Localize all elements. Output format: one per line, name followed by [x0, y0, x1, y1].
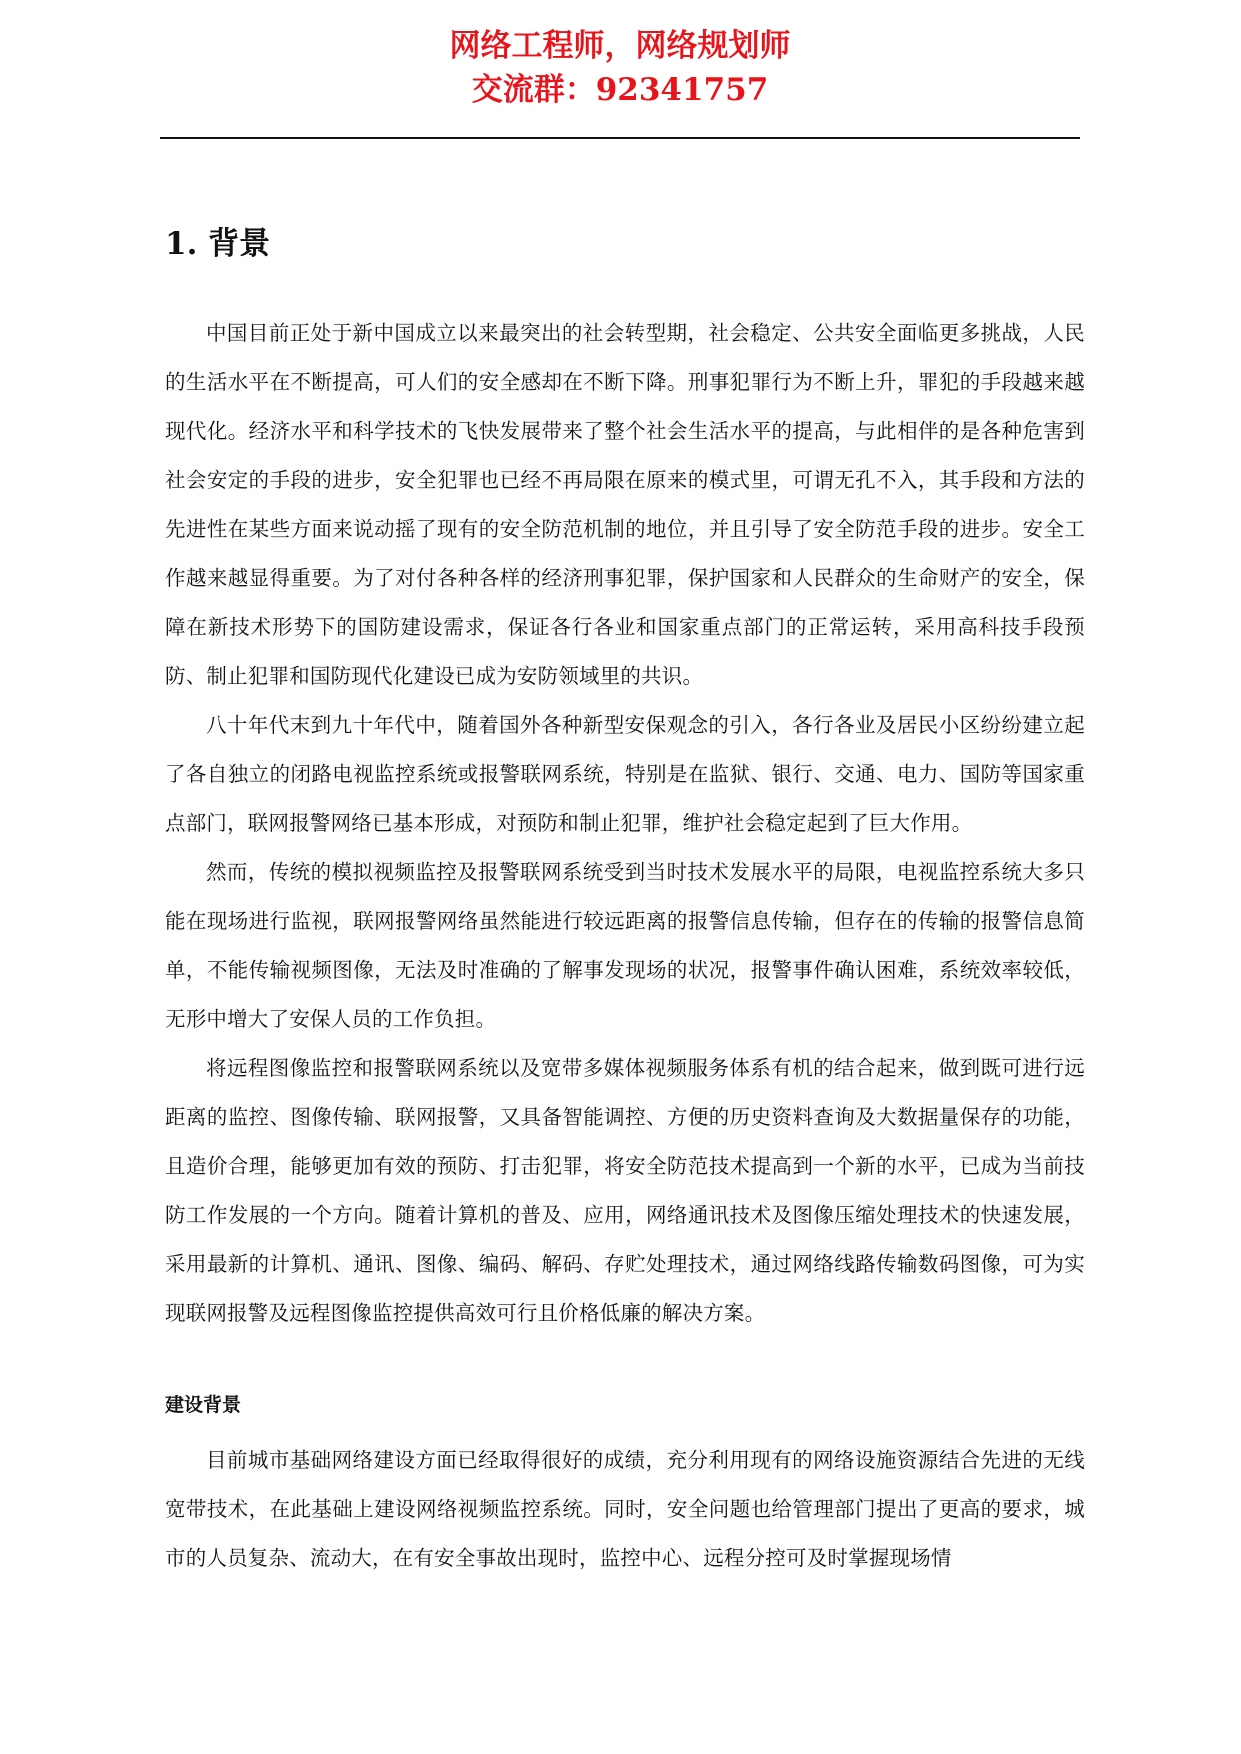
subsection-title: 建设背景: [165, 1394, 242, 1416]
header-divider: [160, 137, 1080, 139]
paragraph: 然而，传统的模拟视频监控及报警联网系统受到当时技术发展水平的局限，电视监控系统大多只能在现场进行监视，联网报警网络虽然能进行较远距离的报警信息传输，但存在的传输的报警信息简单，不能传输视频图像，无法及时准确的了解事发现场的状况，报警事件确认困难，系统效率较低，无形中增大了安保人员的工作负担。: [165, 860, 1085, 1031]
paragraph: 将远程图像监控和报警联网系统以及宽带多媒体视频服务体系有机的结合起来，做到既可进行远距离的监控、图像传输、联网报警，又具备智能调控、方便的历史资料查询及大数据量保存的功能，且造价合理，能够更加有效的预防、打击犯罪，将安全防范技术提高到一个新的水平，已成为当前技防工作发展的一个方向。随着计算机的普及、应用，网络通讯技术及图像压缩处理技术的快速发展，采用最新的计算机、通讯、图像、编码、解码、存贮处理技术，通过网络线路传输数码图像，可为实现联网报警及远程图像监控提供高效可行且价格低廉的解决方案。: [165, 1056, 1085, 1325]
header-line-2: 交流群：92341757: [471, 72, 769, 108]
section-body: [165, 309, 1085, 1338]
header-line-1: 网络工程师，网络规划师: [449, 28, 791, 64]
section-title: 1. 背景: [165, 226, 271, 262]
subsection-body: [165, 1436, 1085, 1583]
paragraph: 八十年代末到九十年代中，随着国外各种新型安保观念的引入，各行各业及居民小区纷纷建立起了各自独立的闭路电视监控系统或报警联网系统，特别是在监狱、银行、交通、电力、国防等国家重点部门，联网报警网络已基本形成，对预防和制止犯罪，维护社会稳定起到了巨大作用。: [165, 713, 1085, 835]
page-header: [160, 24, 1080, 112]
paragraph: 目前城市基础网络建设方面已经取得很好的成绩，充分利用现有的网络设施资源结合先进的无线宽带技术，在此基础上建设网络视频监控系统。同时，安全问题也给管理部门提出了更高的要求，城市的人员复杂、流动大，在有安全事故出现时，监控中心、远程分控可及时掌握现场情: [165, 1448, 1085, 1570]
paragraph: 中国目前正处于新中国成立以来最突出的社会转型期，社会稳定、公共安全面临更多挑战，人民的生活水平在不断提高，可人们的安全感却在不断下降。刑事犯罪行为不断上升，罪犯的手段越来越现代化。经济水平和科学技术的飞快发展带来了整个社会生活水平的提高，与此相伴的是各种危害到社会安定的手段的进步，安全犯罪也已经不再局限在原来的模式里，可谓无孔不入，其手段和方法的先进性在某些方面来说动摇了现有的安全防范机制的地位，并且引导了安全防范手段的进步。安全工作越来越显得重要。为了对付各种各样的经济刑事犯罪，保护国家和人民群众的生命财产的安全，保障在新技术形势下的国防建设需求，保证各行各业和国家重点部门的正常运转，采用高科技手段预防、制止犯罪和国防现代化建设已成为安防领域里的共识。: [165, 321, 1085, 688]
